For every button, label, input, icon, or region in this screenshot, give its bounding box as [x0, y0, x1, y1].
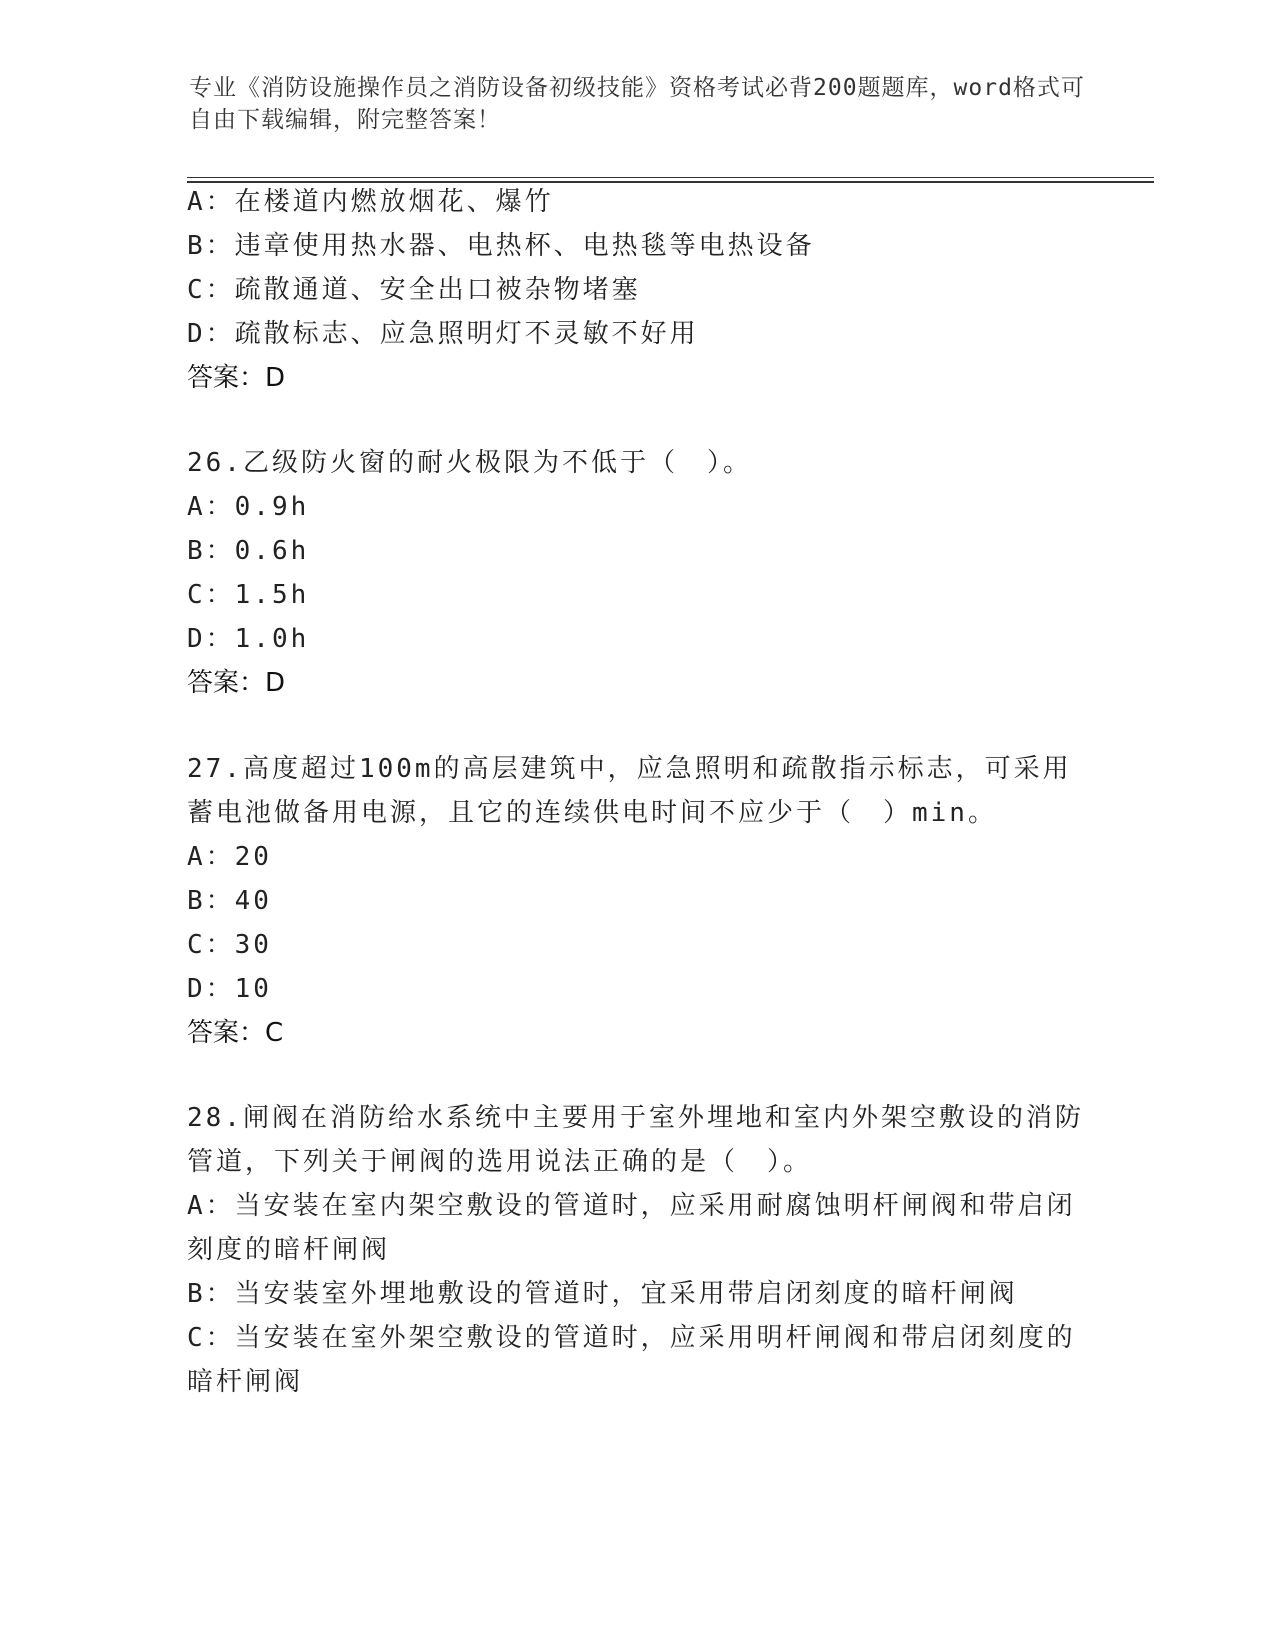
q28-option-c-line1: C：当安装在室外架空敷设的管道时，应采用明杆闸阀和带启闭刻度的 — [187, 1323, 1076, 1353]
q26-answer: 答案：D — [187, 668, 286, 698]
q26-option-d: D：1.0h — [187, 624, 310, 654]
q27-option-b: B：40 — [187, 886, 272, 916]
q28-option-c-line2: 暗杆闸阀 — [187, 1367, 304, 1397]
q26-option-b: B：0.6h — [187, 536, 310, 566]
document-header: 专业《消防设施操作员之消防设备初级技能》资格考试必背200题题库，word格式可自由下载编辑，附完整答案！ — [189, 75, 1085, 133]
q28-option-a-line2: 刻度的暗杆闸阀 — [187, 1235, 391, 1265]
q26-question: 26.乙级防火窗的耐火极限为不低于（ ）。 — [187, 448, 752, 478]
header-rule-thick — [187, 181, 1154, 183]
q25-option-c: C：疏散通道、安全出口被杂物堵塞 — [187, 275, 641, 305]
q27-option-d: D：10 — [187, 974, 272, 1004]
q27-option-a: A：20 — [187, 842, 272, 872]
header-rule-thin — [187, 177, 1154, 178]
q26-option-a: A：0.9h — [187, 492, 310, 522]
q25-answer: 答案：D — [187, 363, 286, 393]
q27-question-line1: 27.高度超过100m的高层建筑中，应急照明和疏散指示标志，可采用 — [187, 754, 1072, 784]
q26-option-c: C：1.5h — [187, 580, 310, 610]
q25-option-a: A：在楼道内燃放烟花、爆竹 — [187, 187, 554, 217]
q28-option-b: B：当安装室外埋地敷设的管道时，宜采用带启闭刻度的暗杆闸阀 — [187, 1279, 1018, 1309]
q28-question-line1: 28.闸阀在消防给水系统中主要用于室外埋地和室内外架空敷设的消防 — [187, 1103, 1084, 1133]
q27-option-c: C：30 — [187, 930, 272, 960]
q28-option-a-line1: A：当安装在室内架空敷设的管道时，应采用耐腐蚀明杆闸阀和带启闭 — [187, 1191, 1076, 1221]
q28-question-line2: 管道，下列关于闸阀的选用说法正确的是（ ）。 — [187, 1147, 813, 1177]
q27-question-line2: 蓄电池做备用电源，且它的连续供电时间不应少于（ ）min。 — [187, 798, 997, 828]
q25-option-d: D：疏散标志、应急照明灯不灵敏不好用 — [187, 319, 699, 349]
q25-option-b: B：违章使用热水器、电热杯、电热毯等电热设备 — [187, 231, 815, 261]
q27-answer: 答案：C — [187, 1018, 284, 1048]
